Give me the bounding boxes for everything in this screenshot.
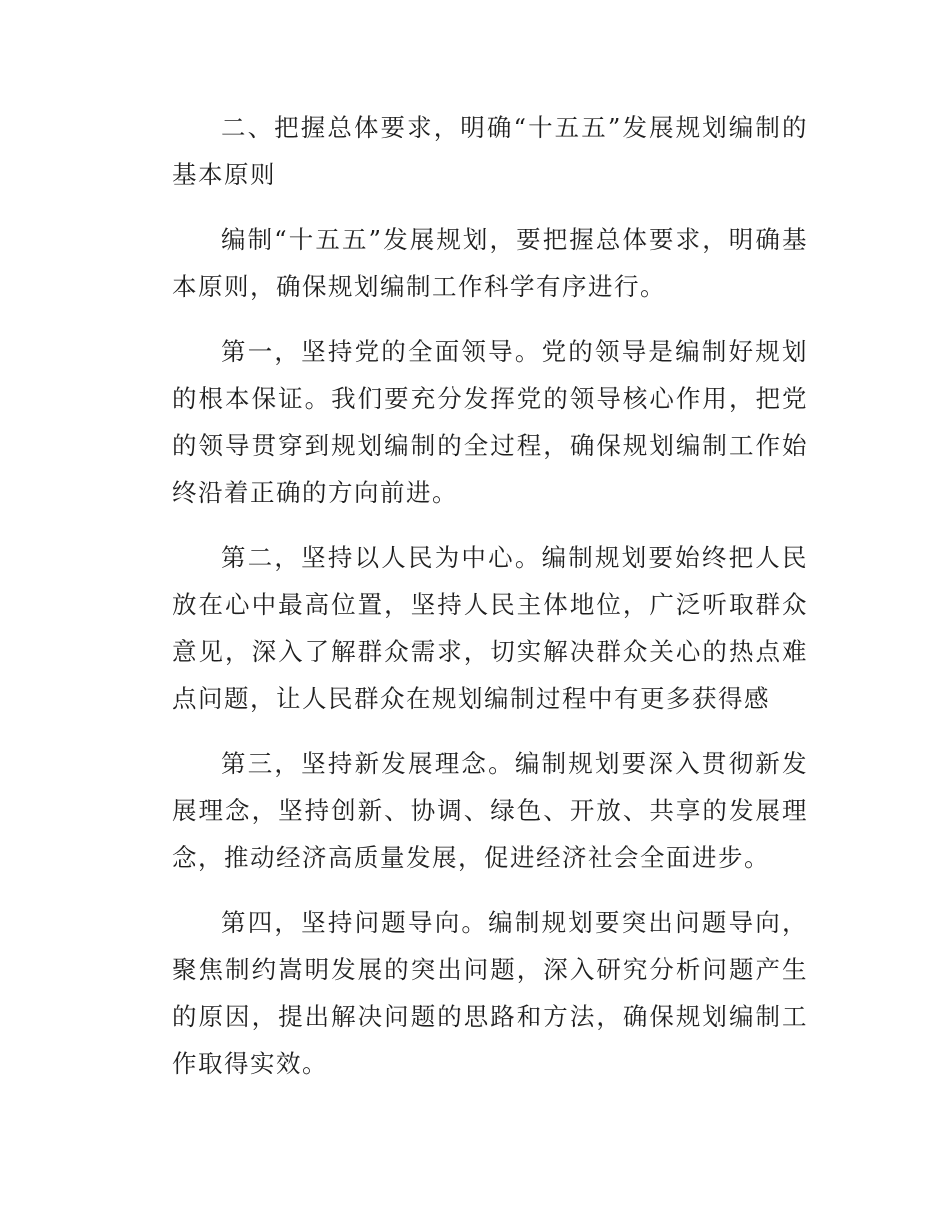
intro-paragraph: 编制“十五五”发展规划，要把握总体要求，明确基本原则，确保规划编制工作科学有序进行。: [172, 225, 808, 301]
principle-4-paragraph: 第四，坚持问题导向。编制规划要突出问题导向，聚焦制约嵩明发展的突出问题，深入研究分析问题产生的原因，提出解决问题的思路和方法，确保规划编制工作取得实效。: [172, 908, 808, 1078]
principle-3-paragraph: 第三，坚持新发展理念。编制规划要深入贯彻新发展理念，坚持创新、协调、绿色、开放、共享的发展理念，推动经济高质量发展，促进经济社会全面进步。: [172, 749, 808, 872]
section-heading: 二、把握总体要求，明确“十五五”发展规划编制的基本原则: [172, 113, 808, 189]
principle-2-paragraph: 第二，坚持以人民为中心。编制规划要始终把人民放在心中最高位置，坚持人民主体地位，广泛听取群众意见，深入了解群众需求，切实解决群众关心的热点难点问题，让人民群众在规划编制过程中有更多获得感: [172, 543, 808, 713]
principle-1-paragraph: 第一，坚持党的全面领导。党的领导是编制好规划的根本保证。我们要充分发挥党的领导核心作用，把党的领导贯穿到规划编制的全过程，确保规划编制工作始终沿着正确的方向前进。: [172, 337, 808, 507]
document-body: [172, 104, 808, 1105]
